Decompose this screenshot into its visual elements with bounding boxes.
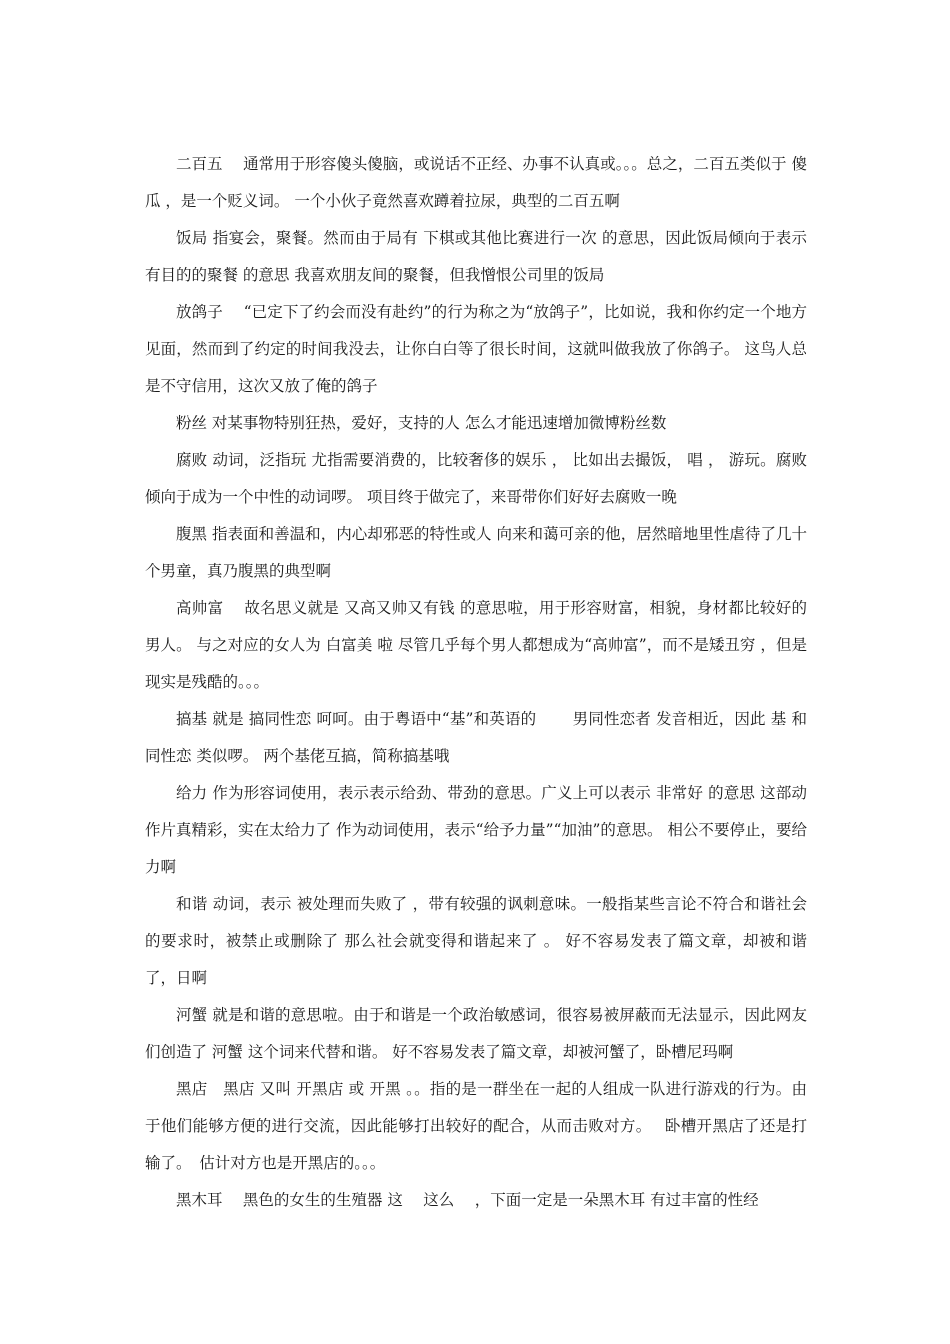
paragraph-hei-mu-er: 黑木耳 黑色的女生的生殖器 这 这么 ，下面一定是一朵黑木耳 有过丰富的性经 (176, 1191, 759, 1209)
document-body (145, 146, 812, 1219)
paragraph-er-bai-wu: 二百五 通常用于形容傻头傻脑，或说话不正经、办事不认真或。。。总之，二百五类似于 傻瓜 ，是一个贬义词。 一个小伙子竟然喜欢蹲着拉尿，典型的二百五啊 (145, 155, 807, 210)
paragraph-fu-hei: 腹黑 指表面和善温和，内心却邪恶的特性或人 向来和蔼可亲的他，居然暗地里性虐待了几十个男童，真乃腹黑的典型啊 (145, 525, 807, 580)
paragraph-fang-ge-zi: 放鸽子 “已定下了约会而没有赴约”的行为称之为“放鸽子”，比如说，我和你约定一个地方见面，然而到了约定的时间我没去，让你白白等了很长时间，这就叫做我放了你鸽子。 这鸟人总是不守信用，这次又放了俺的鸽子 (145, 303, 807, 395)
paragraph-he-xie: 和谐 动词，表示 被处理而失败了 ，带有较强的讽刺意味。一般指某些言论不符合和谐社会的要求时，被禁止或删除了 那么社会就变得和谐起来了 。 好不容易发表了篇文章，却被和谐了，日啊 (145, 895, 807, 987)
paragraph-fan-ju: 饭局 指宴会，聚餐。然而由于局有 下棋或其他比赛进行一次 的意思，因此饭局倾向于表示 有目的的聚餐 的意思 我喜欢朋友间的聚餐，但我憎恨公司里的饭局 (145, 229, 812, 284)
paragraph-gao-shuai-fu: 高帅富 故名思义就是 又高又帅又有钱 的意思啦，用于形容财富，相貌，身材都比较好的男人。 与之对应的女人为 白富美 啦 尽管几乎每个男人都想成为“高帅富”，而不是矮丑穷 ，但是现实是残酷的。。。 (145, 599, 807, 691)
paragraph-he-xie-crab: 河蟹 就是和谐的意思啦。由于和谐是一个政治敏感词，很容易被屏蔽而无法显示，因此网友们创造了 河蟹 这个词来代替和谐。 好不容易发表了篇文章，却被河蟹了，卧槽尼玛啊 (145, 1006, 807, 1061)
paragraph-gao-ji: 搞基 就是 搞同性恋 呵呵。由于粤语中“基”和英语的 男同性恋者 发音相近，因此 基 和 同性恋 类似啰。 两个基佬互搞，简称搞基哦 (145, 710, 812, 765)
paragraph-fen-si: 粉丝 对某事物特别狂热，爱好，支持的人 怎么才能迅速增加微博粉丝数 (176, 414, 667, 432)
paragraph-hei-dian: 黑店 黑店 又叫 开黑店 或 开黑 。。指的是一群坐在一起的人组成一队进行游戏的行为。由于他们能够方便的进行交流，因此能够打出较好的配合，从而击败对方。 卧槽开黑店了还是打输了。 估计对方也是开黑店的。。。 (145, 1080, 807, 1172)
paragraph-gei-li: 给力 作为形容词使用，表示表示给劲、带劲的意思。广义上可以表示 非常好 的意思 这部动作片真精彩，实在太给力了 作为动词使用，表示“给予力量”“加油”的意思。 相公不要停止，要给力啊 (145, 784, 807, 876)
paragraph-fu-bai: 腐败 动词，泛指玩 尤指需要消费的，比较奢侈的娱乐 ， 比如出去撮饭， 唱 ， 游玩。腐败倾向于成为一个中性的动词啰。 项目终于做完了，来哥带你们好好去腐败一晚 (145, 451, 807, 506)
